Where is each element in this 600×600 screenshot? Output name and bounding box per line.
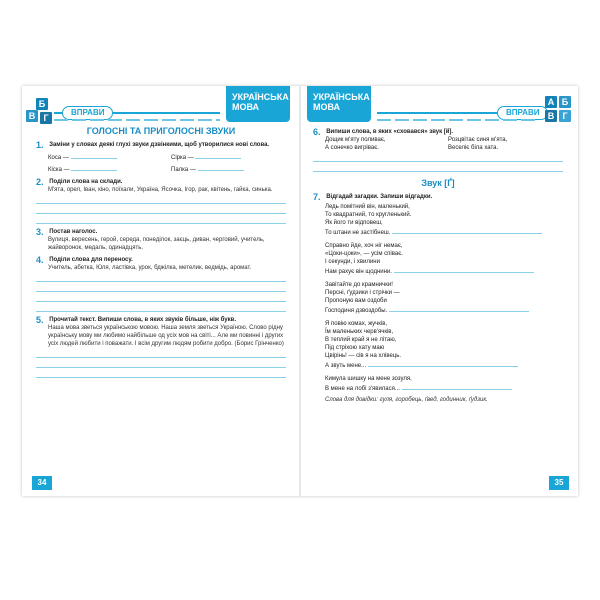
section-title: Звук [Ґ] (421, 178, 455, 188)
riddle-2 (313, 242, 563, 276)
exercise-text: М'ята, орел, Іван, кіно, поїхали, Україна, Ясочка, Ігор, рак, квітень, гайка, синька. (48, 187, 273, 193)
riddle-line: Нам рахує він щоднини. (325, 269, 392, 275)
word-item: Коса — (48, 155, 69, 161)
riddle-5 (313, 375, 563, 393)
exercise-task: Поділи слова на склади. (49, 179, 123, 185)
answer-line[interactable] (36, 195, 286, 204)
answer-line[interactable] (36, 283, 286, 292)
answer-line[interactable] (389, 305, 529, 312)
subject-tab: УКРАЇНСЬКА МОВА (226, 86, 290, 122)
exercise-4 (36, 256, 286, 312)
exercise-text: Учитель, абетка, Юля, ластівка, урок, бджілка, метелик, ведмідь, аромат. (48, 265, 252, 271)
riddle-1 (313, 203, 563, 237)
poem-columns (313, 136, 563, 152)
answer-line[interactable] (36, 205, 286, 214)
answer-line[interactable] (36, 303, 286, 312)
left-page (22, 86, 299, 496)
word-item: Палка — (171, 167, 196, 173)
answer-blank[interactable] (198, 164, 244, 171)
riddle-line: «Цоки-цоки», — усім співає. (325, 251, 403, 257)
exercise-task: Постав наголос. (49, 229, 98, 235)
riddle-line: В мене на лобі з'явилася... (325, 386, 400, 392)
exercise-2 (36, 178, 286, 224)
riddle-line: Персні, ґудзики і стрічки — (325, 290, 400, 296)
answer-line[interactable] (36, 359, 286, 368)
header-dashes (54, 119, 220, 121)
book-spread (22, 86, 578, 496)
riddle-line: Пропоную вам оздоби (325, 298, 387, 304)
riddle-line: То штани не застібнеш. (325, 230, 391, 236)
answer-blank[interactable] (195, 152, 241, 159)
riddle-line: Господиня дзвоздобы. (325, 308, 388, 314)
riddle-3 (313, 281, 563, 315)
exercise-task: Прочитай текст. Випиши слова, в яких звуків більше, ніж букв. (49, 317, 236, 323)
exercise-task: Поділи слова для переносу. (49, 257, 133, 263)
exercise-3 (36, 228, 286, 252)
subject-tab: УКРАЇНСЬКА МОВА (307, 86, 371, 122)
letter-cube: Б (559, 96, 571, 108)
answer-blank[interactable] (71, 164, 117, 171)
exercise-1 (36, 141, 286, 174)
riddle-line: Як його ти відповеш, (325, 220, 383, 226)
letter-cube: А (545, 96, 557, 108)
section-title: ГОЛОСНІ ТА ПРИГОЛОСНІ ЗВУКИ (86, 126, 236, 136)
exercise-task: Відгадай загадки. Запиши відгадки. (326, 194, 433, 200)
pairs-grid (36, 152, 286, 162)
letter-cube: В (26, 110, 38, 122)
answer-line[interactable] (36, 369, 286, 378)
answer-line[interactable] (36, 273, 286, 282)
exercise-number: 4. (36, 255, 44, 265)
exercise-number: 5. (36, 315, 44, 325)
riddle-4 (313, 320, 563, 370)
pairs-grid (36, 164, 286, 174)
answer-line[interactable] (36, 215, 286, 224)
riddle-line: Їм маленьких черв'ячків, (325, 329, 394, 335)
page-number: 34 (32, 476, 52, 490)
exercise-number: 1. (36, 140, 44, 150)
poem-line: Розцвітає синя м'ята, (448, 137, 508, 143)
page-number: 35 (549, 476, 569, 490)
section-pill: ВПРАВИ (62, 106, 113, 120)
riddle-line: Цвірінь! — сів я на хлівець. (325, 353, 402, 359)
riddle-line: Ледь помітний він, маленький, (325, 204, 410, 210)
riddle-line: Я повію комах, жучків, (325, 321, 388, 327)
exercise-text: Вулиця, вересень, герой, середа, понеділок, заєць, диван, черговий, учитель, жайворонок, медаль, одинадцять. (48, 237, 265, 251)
poem-line: Веселіє біла хата. (448, 145, 499, 151)
riddle-line: Кимула шишку на мене зозуля, (325, 376, 412, 382)
answer-blank[interactable] (71, 152, 117, 159)
answer-line[interactable] (313, 153, 563, 162)
exercise-number: 7. (313, 192, 321, 202)
exercise-number: 2. (36, 177, 44, 187)
answer-line[interactable] (368, 360, 518, 367)
riddle-line: Справно йде, хоч ніг немає, (325, 243, 403, 249)
letter-cube: Г (559, 110, 571, 122)
exercise-text: Наша мова зветься українською мовою. Наша земля зветься Україною. Слово рідну українську мову ми любимо найбільше од усіх мов на світі... Але ми повинні і других усіх людей любити і поважати. І всім другим людям робити добро. (Борис Грінченко) (48, 325, 284, 347)
answer-line[interactable] (313, 163, 563, 172)
letter-cube: Б (36, 98, 48, 110)
riddle-line: А звуть мене... (325, 363, 367, 369)
reference-words: Слова для довідки: гуля, горобець, ґвед, годинник, ґудзик. (325, 397, 488, 403)
exercise-task: Випиши слова, в яких «сховався» звук [й]. (326, 129, 454, 135)
right-content (313, 128, 563, 404)
riddle-line: Під стріхою хату маю (325, 345, 385, 351)
poem-line: Дощик м'яту поливає, (325, 137, 386, 143)
word-item: Сірка — (171, 155, 194, 161)
riddle-line: В теплий край я не літаю, (325, 337, 397, 343)
right-page (301, 86, 578, 496)
exercise-number: 6. (313, 127, 321, 137)
answer-line[interactable] (394, 266, 534, 273)
exercise-number: 3. (36, 227, 44, 237)
letter-cube: Г (40, 112, 52, 124)
riddle-line: То квадратний, то кругленький. (325, 212, 412, 218)
exercise-7 (313, 193, 563, 404)
answer-line[interactable] (36, 293, 286, 302)
left-content (36, 126, 286, 378)
riddle-line: Завітайте до крамнички! (325, 282, 393, 288)
letter-cube: В (545, 110, 557, 122)
poem-line: А сонечко вигріває. (325, 145, 379, 151)
answer-line[interactable] (402, 383, 512, 390)
answer-line[interactable] (36, 349, 286, 358)
exercise-5 (36, 316, 286, 378)
riddle-line: І секунди, і хвилини (325, 259, 380, 265)
answer-line[interactable] (392, 227, 542, 234)
exercise-task: Заміни у словах деякі глухі звуки дзвінкими, щоб утворилися нові слова. (49, 142, 270, 148)
word-item: Кіска — (48, 167, 70, 173)
exercise-6 (313, 128, 563, 172)
header-dashes (377, 119, 537, 121)
section-pill: ВПРАВИ (497, 106, 548, 120)
